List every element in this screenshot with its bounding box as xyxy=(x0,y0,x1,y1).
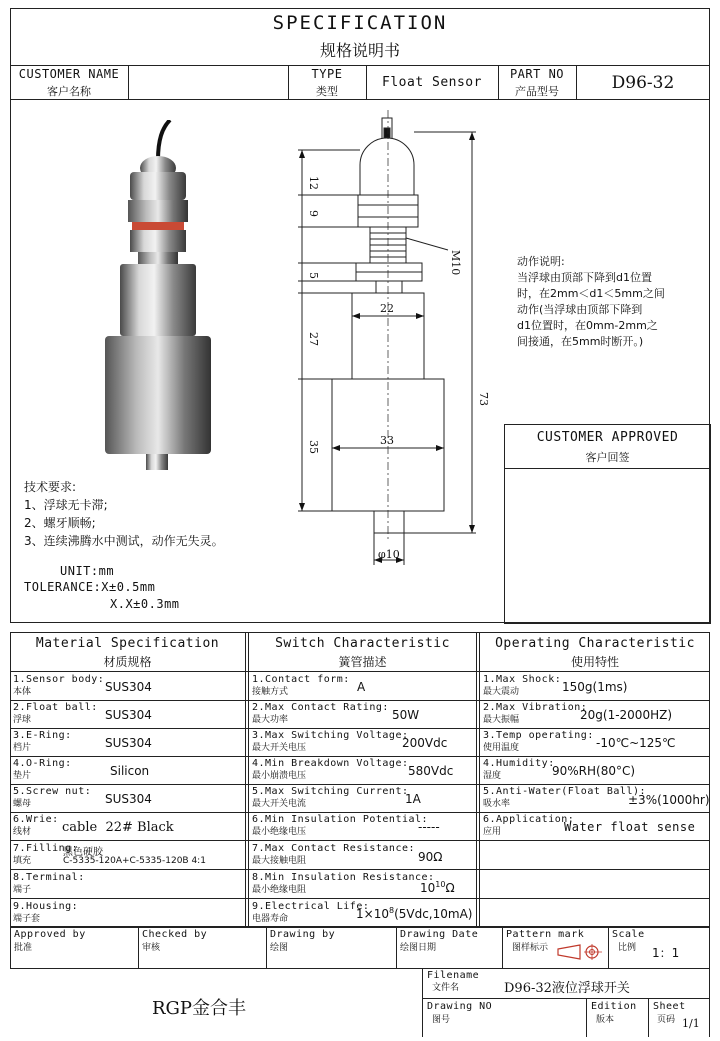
operating-row-value: -10℃~125℃ xyxy=(596,736,676,750)
unit-label: UNIT:mm xyxy=(60,564,115,578)
material-row-label: 1.Sensor body: xyxy=(13,674,105,685)
drawing-no-label: Drawing NO xyxy=(427,1001,493,1012)
dim-22: 22 xyxy=(380,302,394,315)
switch-row-label-cn: 最大开关电压 xyxy=(252,743,307,753)
customer-name-label: CUSTOMER NAME xyxy=(18,67,120,81)
material-row-label-cn: 螺母 xyxy=(13,799,32,809)
part-no-label: PART NO xyxy=(509,67,565,81)
dim-33: 33 xyxy=(380,434,394,447)
switch-header-cn: 簧管描述 xyxy=(338,655,387,669)
operating-row-label-cn: 使用温度 xyxy=(483,743,520,753)
tech-req-line: 1、浮球无卡滞; xyxy=(24,498,108,512)
material-row-label-cn: 档片 xyxy=(13,743,32,753)
operating-row-label: 4.Humidity: xyxy=(483,758,555,769)
operating-row-label: 6.Application: xyxy=(483,814,575,825)
operating-row-label: 2.Max Vibration: xyxy=(483,702,588,713)
operating-row-label-cn: 吸水率 xyxy=(483,799,511,809)
material-row-label: 3.E-Ring: xyxy=(13,730,72,741)
switch-row-value: $1\times 10^8(5Vdc,10mA)$ xyxy=(356,906,473,921)
operating-row-label: 3.Temp operating: xyxy=(483,730,594,741)
switch-row-label: 6.Min Insulation Potential: xyxy=(252,814,429,825)
material-row-label-cn: 端子 xyxy=(13,885,32,895)
operating-header-cn: 使用特性 xyxy=(570,655,619,669)
dim-m10: M10 xyxy=(449,250,462,276)
customer-approved-label-cn: 客户回签 xyxy=(585,451,630,464)
material-row-label: 8.Terminal: xyxy=(13,872,85,883)
material-row-value: 黑色硬胶 xyxy=(63,847,103,858)
operating-row-value: 90%RH(80°C) xyxy=(552,764,636,778)
approved-by-label-cn: 批准 xyxy=(14,943,33,953)
switch-row-label: 5.Max Switching Current: xyxy=(252,786,409,797)
company-name: RGP金合丰 xyxy=(152,998,247,1019)
material-row-value: Silicon xyxy=(110,764,150,778)
switch-row-label: 3.Max Switching Voltage: xyxy=(252,730,409,741)
dim-27: 27 xyxy=(307,332,320,346)
drawing-by-label-cn: 绘图 xyxy=(270,943,289,953)
filename-value: D96-32液位浮球开关 xyxy=(504,981,630,996)
dim-5: 5 xyxy=(307,272,320,279)
switch-row-label-cn: 最大功率 xyxy=(252,715,289,725)
material-header: Material Specification xyxy=(35,636,220,651)
switch-row-label-cn: 最小绝缘电阻 xyxy=(252,885,307,895)
material-row-value: SUS304 xyxy=(105,680,152,694)
tolerance-2: X.X±0.3mm xyxy=(110,597,180,611)
switch-header: Switch Characteristic xyxy=(275,636,450,651)
action-note-line: d1位置时，在0mm-2mm之 xyxy=(517,319,658,332)
pattern-mark-label-cn: 图样标示 xyxy=(512,943,549,953)
material-row-label-cn: 填充 xyxy=(13,856,32,866)
scale-label: Scale xyxy=(612,929,645,940)
operating-row-label-cn: 湿度 xyxy=(483,771,502,781)
material-row-label: 2.Float ball: xyxy=(13,702,98,713)
operating-row-label-cn: 最大震动 xyxy=(483,687,520,697)
operating-row-label-cn: 最大振幅 xyxy=(483,715,520,725)
dim-9: 9 xyxy=(307,210,320,217)
tech-req-line: 技术要求: xyxy=(24,480,77,494)
operating-row-label-cn: 应用 xyxy=(483,827,502,837)
tech-req-line: 2、螺牙顺畅; xyxy=(24,516,96,530)
tech-req-line: 3、连续沸腾水中测试，动作无失灵。 xyxy=(24,534,224,548)
operating-row-value: ±3%(1000hr) xyxy=(628,793,710,807)
technical-drawing xyxy=(290,110,520,580)
switch-row-label-cn: 接触方式 xyxy=(252,687,289,697)
scale-value: 1：1 xyxy=(652,946,680,960)
projection-symbol-icon xyxy=(556,942,604,962)
action-note-line: 动作说明: xyxy=(517,255,565,268)
action-note-line: 间接通，在5mm时断开。) xyxy=(517,335,644,348)
material-row-label-cn: 垫片 xyxy=(13,771,32,781)
material-row-value: SUS304 xyxy=(105,736,152,750)
switch-row-label-cn: 最大开关电流 xyxy=(252,799,307,809)
switch-row-label: 9.Electrical Life: xyxy=(252,901,370,912)
switch-row-label-cn: 最大接触电阻 xyxy=(252,856,307,866)
operating-row-label: 1.Max Shock: xyxy=(483,674,562,685)
material-header-cn: 材质规格 xyxy=(103,655,152,669)
drawing-no-label-cn: 图号 xyxy=(432,1015,451,1025)
switch-row-value: $10^{10}\Omega$ xyxy=(420,880,455,895)
switch-row-value: ----- xyxy=(418,820,440,834)
material-row-value: SUS304 xyxy=(105,792,152,806)
switch-row-value: 50W xyxy=(392,708,420,722)
approved-by-label: Approved by xyxy=(14,929,86,940)
action-note-line: 动作(当浮球由顶部下降到 xyxy=(517,303,643,316)
drawing-date-label: Drawing Date xyxy=(400,929,479,940)
checked-by-label: Checked by xyxy=(142,929,208,940)
material-row-value-2: C-5335-120A+C-5335-120B 4:1 xyxy=(63,856,206,866)
customer-name-label-cn: 客户名称 xyxy=(47,85,91,98)
switch-row-label: 7.Max Contact Resistance: xyxy=(252,843,416,854)
switch-row-label: 4.Min Breakdown Voltage: xyxy=(252,758,409,769)
title-en: SPECIFICATION xyxy=(272,12,448,34)
switch-row-value: 90Ω xyxy=(418,850,443,864)
action-note-line: 当浮球由顶部下降到d1位置 xyxy=(517,271,652,284)
operating-row-label: 5.Anti-Water(Float Ball): xyxy=(483,786,647,797)
material-row-label-cn: 浮球 xyxy=(13,715,32,725)
customer-approved-label: CUSTOMER APPROVED xyxy=(536,430,679,445)
switch-row-label: 1.Contact form: xyxy=(252,674,350,685)
material-row-label: 4.O-Ring: xyxy=(13,758,72,769)
part-no-value: D96-32 xyxy=(611,73,675,93)
material-row-label-cn: 本体 xyxy=(13,687,32,697)
operating-row-value: 150g(1ms) xyxy=(562,680,628,694)
operating-header: Operating Characteristic xyxy=(495,636,695,651)
dim-73: 73 xyxy=(477,392,490,406)
type-label: TYPE xyxy=(311,67,343,81)
action-note xyxy=(517,254,697,350)
filename-label-cn: 文件名 xyxy=(432,983,460,993)
material-row-value: SUS304 xyxy=(105,708,152,722)
material-row-label-cn: 端子套 xyxy=(13,914,41,924)
drawing-date-label-cn: 绘图日期 xyxy=(400,943,437,953)
material-row-label: 6.Wrie: xyxy=(13,814,59,825)
scale-label-cn: 比例 xyxy=(618,943,637,953)
tech-requirements xyxy=(24,478,294,550)
switch-row-value: 200Vdc xyxy=(402,736,448,750)
drawing-by-label: Drawing by xyxy=(270,929,336,940)
material-row-label: 5.Screw nut: xyxy=(13,786,92,797)
switch-row-label-cn: 最小绝缘电压 xyxy=(252,827,307,837)
material-row-label: 7.Filling: xyxy=(13,843,79,854)
edition-label-cn: 版本 xyxy=(596,1015,615,1025)
product-photo xyxy=(100,120,220,480)
sheet-label: Sheet xyxy=(653,1001,686,1012)
switch-row-label: 2.Max Contact Rating: xyxy=(252,702,389,713)
pattern-mark-label: Pattern mark xyxy=(506,929,585,940)
edition-label: Edition xyxy=(591,1001,637,1012)
sheet-value: 1/1 xyxy=(682,1017,700,1030)
part-no-label-cn: 产品型号 xyxy=(515,85,559,98)
checked-by-label-cn: 审核 xyxy=(142,943,161,953)
dim-12: 12 xyxy=(307,176,320,190)
switch-row-label: 8.Min Insulation Resistance: xyxy=(252,872,435,883)
type-label-cn: 类型 xyxy=(316,85,338,98)
dim-phi10: φ10 xyxy=(378,548,400,561)
material-row-value: cable 22# Black xyxy=(62,820,174,835)
type-value: Float Sensor xyxy=(382,75,482,90)
cable-wire xyxy=(158,120,170,160)
switch-row-value: 580Vdc xyxy=(408,764,454,778)
material-row-label: 9.Housing: xyxy=(13,901,79,912)
switch-row-value: A xyxy=(357,680,366,694)
filename-label: Filename xyxy=(427,970,480,981)
switch-row-label-cn: 最小崩溃电压 xyxy=(252,771,307,781)
operating-row-value: 20g(1-2000HZ) xyxy=(580,708,672,722)
title-cn: 规格说明书 xyxy=(319,41,400,60)
switch-row-label-cn: 电器寿命 xyxy=(252,914,289,924)
material-row-label-cn: 线材 xyxy=(13,827,32,837)
operating-row-value: Water float sense xyxy=(564,820,696,834)
switch-row-value: 1A xyxy=(405,792,421,806)
sheet-label-cn: 页码 xyxy=(657,1015,676,1025)
action-note-line: 时，在2mm＜d1＜5mm之间 xyxy=(517,287,665,300)
tolerance-label: TOLERANCE:X±0.5mm xyxy=(24,580,156,594)
dim-35: 35 xyxy=(307,440,320,454)
